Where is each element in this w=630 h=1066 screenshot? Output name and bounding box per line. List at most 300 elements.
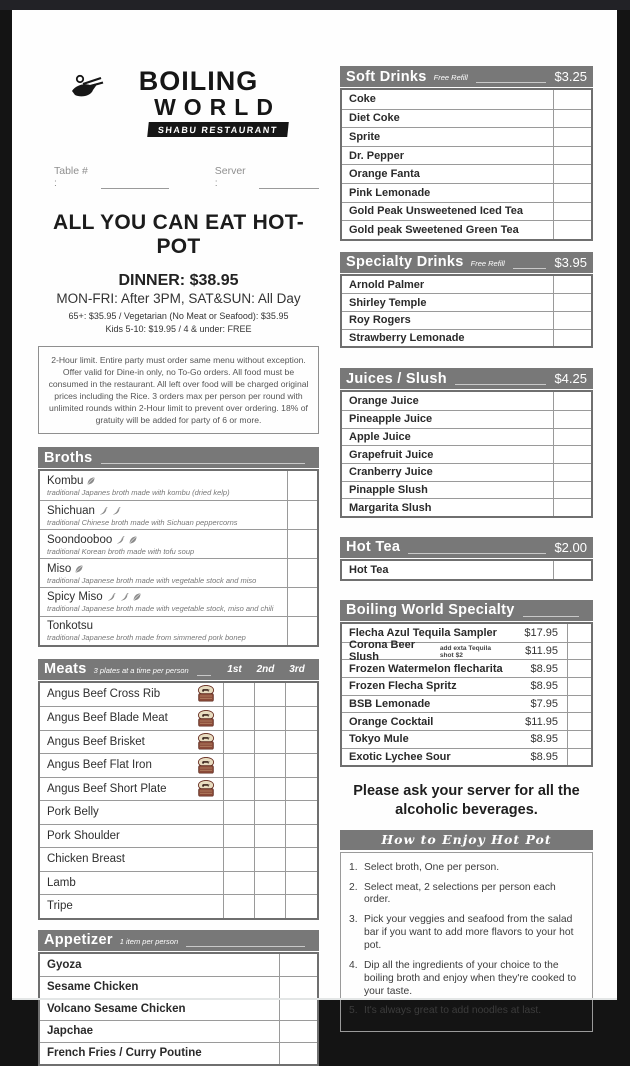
soft-drinks-price: $3.25	[554, 69, 587, 84]
broth-description: traditional Japanese broth made from simmered pork bonep	[47, 633, 246, 643]
bws-item-name	[342, 638, 505, 663]
broth-name-line	[47, 563, 287, 575]
broth-info	[40, 530, 287, 558]
chili-icon	[115, 535, 125, 545]
bws-item-name	[342, 731, 505, 748]
broth-name-line	[47, 591, 287, 603]
order-checkbox-cell	[279, 999, 317, 1020]
order-checkbox-cell	[553, 411, 591, 428]
broth-name-line	[47, 475, 287, 487]
order-tick-cell	[285, 895, 317, 918]
meat-name-cell	[40, 848, 223, 871]
meat-name-cell	[40, 801, 223, 824]
order-checkbox-cell	[553, 221, 591, 239]
juice-slush-row	[342, 428, 591, 446]
juice-slush-row	[342, 498, 591, 516]
hot-tea-table	[340, 559, 593, 581]
header-rule	[476, 82, 547, 83]
step-text: Select meat, 2 selections per person each order.	[364, 881, 556, 906]
alcohol-server-note: Please ask your server for all the alcoholic beverages.	[353, 783, 580, 818]
left-column	[38, 10, 319, 1066]
broth-name: Spicy Miso	[47, 591, 103, 604]
order-tick-cell	[223, 731, 254, 754]
meat-row	[40, 871, 317, 895]
order-checkbox-cell	[287, 530, 317, 558]
drink-name: Shirley Temple	[349, 296, 427, 309]
order-checkbox-cell	[567, 678, 591, 695]
meat-name: Angus Beef Flat Iron	[47, 759, 152, 772]
order-tick-cell	[223, 778, 254, 801]
soft-drink-row	[342, 109, 591, 128]
order-checkbox-cell	[553, 446, 591, 463]
bws-item-name	[342, 713, 505, 730]
specialty-drink-row	[342, 311, 591, 329]
order-tick-cell	[254, 754, 285, 777]
soft-drink-row	[342, 220, 591, 239]
order-checkbox-cell	[553, 90, 591, 109]
how-to-step	[349, 1005, 584, 1018]
right-column	[340, 10, 593, 1032]
bws-name-text: Frozen Flecha Spritz	[349, 680, 457, 693]
broth-description: traditional Chinese broth made with Sichuan peppercorns	[47, 517, 238, 527]
senior-vegetarian-price: 65+: $35.95 / Vegetarian (No Meat or Seafood): $35.95	[68, 311, 289, 322]
broths-title: Broths	[44, 449, 93, 466]
broths-table	[38, 469, 319, 646]
order-tick-cell	[223, 872, 254, 895]
order-checkbox-cell	[553, 429, 591, 446]
broth-row	[40, 471, 317, 500]
order-tick-cell	[285, 778, 317, 801]
order-tick-cell	[285, 683, 317, 707]
bws-title: Boiling World Specialty	[346, 602, 515, 619]
broth-description: traditional Japanese broth made with vegetable stock and miso	[47, 575, 257, 585]
order-tick-cell	[285, 872, 317, 895]
order-tick-cell	[254, 825, 285, 848]
broth-description: traditional Korean broth made with tofu soup	[47, 546, 195, 556]
order-tick-cell	[223, 825, 254, 848]
meat-name-cell	[40, 683, 223, 707]
table-server-line	[38, 165, 319, 189]
meats-col-1st: 1st	[227, 663, 242, 675]
hot-tea-price: $2.00	[554, 539, 587, 555]
meats-col-2nd: 2nd	[256, 663, 275, 675]
bws-name-text: Frozen Watermelon flecharita	[349, 662, 503, 675]
bws-row	[342, 695, 591, 713]
angus-beef-badge-icon	[197, 710, 215, 732]
meat-name-cell	[40, 731, 223, 754]
appetizer-row	[40, 1020, 317, 1042]
order-checkbox-cell	[287, 588, 317, 616]
soft-drink-row	[342, 183, 591, 202]
step-text: Pick your veggies and seafood from the salad bar if you want to add more flavors to your hot pot.	[364, 914, 574, 951]
order-tick-cell	[223, 754, 254, 777]
order-tick-cell	[285, 848, 317, 871]
meats-title: Meats	[44, 661, 87, 678]
broth-info	[40, 559, 287, 587]
order-checkbox-cell	[567, 624, 591, 642]
order-checkbox-cell	[287, 617, 317, 645]
order-checkbox-cell	[553, 203, 591, 221]
bws-row	[342, 730, 591, 748]
juices-price: $4.25	[554, 371, 587, 387]
drink-name: Sprite	[349, 130, 381, 143]
policy-notice: 2-Hour limit. Entire party must order same menu without exception. Offer valid for Dine-in only, no To-Go orders. All food must be consumed in the restaurant. All left over food will be charged original prices including the Rice. 3 orders max per person per round with unlimited rounds within 2-Hour limit to prevent over ordering. 18% of gratuity will be added for party of 6 or more.	[38, 346, 319, 434]
logo-line1: BOILING	[138, 66, 259, 96]
how-to-step	[349, 882, 584, 908]
appetizer-title: Appetizer	[44, 932, 113, 949]
meat-row	[40, 730, 317, 754]
bws-name-text: Exotic Lychee Sour	[349, 751, 451, 764]
chili-icon	[119, 592, 129, 602]
photo-top-edge	[0, 0, 630, 10]
drink-name: Strawberry Lemonade	[349, 331, 465, 344]
leaf-icon	[128, 535, 138, 545]
meat-name-cell	[40, 778, 223, 801]
bws-item-price: $7.95	[530, 698, 558, 711]
drink-name: Margarita Slush	[349, 501, 432, 514]
specialty-drink-row	[342, 293, 591, 311]
leaf-icon	[86, 476, 96, 486]
broth-info	[40, 588, 287, 616]
broth-row	[40, 587, 317, 616]
specialty-drink-row	[342, 276, 591, 294]
order-tick-cell	[285, 731, 317, 754]
juice-slush-row	[342, 392, 591, 410]
drink-name: Roy Rogers	[349, 314, 411, 327]
order-checkbox-cell	[287, 501, 317, 529]
appetizer-row	[40, 954, 317, 976]
appetizer-subtitle: 1 item per person	[119, 936, 179, 946]
bws-item-price: $11.95	[525, 644, 558, 657]
soft-drinks-title: Soft Drinks	[346, 68, 427, 85]
boiling-pot-logo-icon	[70, 74, 106, 113]
bws-row	[342, 659, 591, 677]
meat-name: Lamb	[47, 876, 76, 889]
appetizer-table	[38, 952, 319, 1066]
chili-icon	[106, 592, 116, 602]
bws-item-price: $8.95	[530, 751, 558, 764]
order-tick-cell	[285, 707, 317, 730]
order-checkbox-cell	[553, 561, 591, 579]
bws-item-note: add exta Tequila shot $2	[439, 644, 492, 659]
order-tick-cell	[254, 801, 285, 824]
order-checkbox-cell	[567, 731, 591, 748]
broth-name-line	[47, 534, 287, 546]
juice-slush-row	[342, 481, 591, 499]
drink-name: Cranberry Juice	[349, 466, 433, 479]
order-checkbox-cell	[567, 713, 591, 730]
bws-name-text: Tokyo Mule	[349, 733, 409, 746]
soft-drinks-header	[340, 66, 593, 87]
drink-name: Pineapple Juice	[349, 413, 433, 426]
order-checkbox-cell	[553, 294, 591, 311]
order-checkbox-cell	[553, 392, 591, 410]
broth-name-line	[47, 505, 287, 517]
drink-name: Orange Fanta	[349, 168, 420, 181]
header-rule	[513, 268, 547, 269]
drink-name: Orange Juice	[349, 394, 419, 407]
kids-price: Kids 5-10: $19.95 / 4 & under: FREE	[105, 324, 252, 335]
meat-row	[40, 753, 317, 777]
order-tick-cell	[223, 683, 254, 707]
drink-name: Gold peak Sweetened Green Tea	[349, 223, 519, 236]
order-tick-cell	[254, 731, 285, 754]
step-number: 4.	[349, 959, 358, 971]
specialty-drinks-price: $3.95	[554, 254, 587, 270]
meat-name-cell	[40, 825, 223, 848]
specialty-drink-row	[342, 329, 591, 347]
angus-beef-badge-icon	[197, 685, 215, 707]
how-to-step	[349, 862, 584, 875]
appetizer-name: French Fries / Curry Poutine	[47, 1047, 202, 1060]
drink-name: Grapefruit Juice	[349, 448, 434, 461]
meat-name-cell	[40, 707, 223, 730]
meat-name: Angus Beef Cross Rib	[47, 688, 161, 701]
broth-row	[40, 558, 317, 587]
restaurant-logo	[38, 68, 319, 137]
drink-name: Apple Juice	[349, 430, 411, 443]
order-checkbox-cell	[553, 147, 591, 165]
soft-drink-row	[342, 90, 591, 109]
order-checkbox-cell	[279, 954, 317, 976]
server-label: Server :	[214, 165, 246, 190]
step-text: Dip all the ingredients of your choice to the boiling broth and enjoy when they're cooked to your taste.	[364, 959, 577, 997]
broth-name: Shichuan	[47, 504, 95, 517]
order-checkbox-cell	[567, 749, 591, 766]
bws-item-name	[342, 749, 505, 766]
bws-name-text: Corona Beer Slush	[349, 638, 416, 663]
drink-name: Hot Tea	[349, 563, 389, 576]
meat-name: Pork Shoulder	[47, 829, 120, 842]
hot-tea-title: Hot Tea	[346, 539, 401, 556]
order-tick-cell	[254, 872, 285, 895]
meat-row	[40, 894, 317, 918]
order-checkbox-cell	[553, 482, 591, 499]
order-checkbox-cell	[553, 464, 591, 481]
juices-header	[340, 368, 593, 389]
juices-title: Juices / Slush	[346, 370, 447, 387]
meat-name: Angus Beef Blade Meat	[47, 712, 168, 725]
meat-name: Chicken Breast	[47, 853, 125, 866]
dinner-hours: MON-FRI: After 3PM, SAT&SUN: All Day	[56, 291, 301, 307]
step-number: 5.	[349, 1005, 358, 1017]
server-blank	[259, 178, 319, 189]
order-tick-cell	[223, 848, 254, 871]
bws-name-text: Orange Cocktail	[349, 715, 434, 728]
specialty-drinks-title: Specialty Drinks	[346, 254, 464, 271]
logo-line2: WORLD	[154, 94, 281, 120]
bws-header	[340, 600, 593, 621]
dinner-price: DINNER: $38.95	[118, 272, 239, 290]
order-checkbox-cell	[287, 559, 317, 587]
bws-row	[342, 638, 591, 663]
leaf-icon	[132, 592, 142, 602]
drink-name: Gold Peak Unsweetened Iced Tea	[349, 205, 524, 218]
specialty-drinks-subtitle: Free Refill	[470, 258, 505, 268]
order-tick-cell	[223, 707, 254, 730]
step-number: 2.	[349, 881, 358, 893]
meats-col-3rd: 3rd	[289, 663, 305, 675]
header-rule	[408, 553, 546, 554]
soft-drinks-subtitle: Free Refill	[433, 73, 468, 82]
order-checkbox-cell	[279, 1043, 317, 1064]
juice-slush-row	[342, 445, 591, 463]
step-number: 1.	[349, 861, 358, 873]
bws-item-name	[342, 696, 505, 713]
header-rule	[186, 946, 305, 947]
leaf-icon	[74, 564, 84, 574]
angus-beef-badge-icon	[197, 733, 215, 755]
bws-item-price: $11.95	[525, 715, 558, 728]
drink-name: Dr. Pepper	[349, 149, 405, 162]
broth-name: Tonkotsu	[47, 620, 94, 633]
order-checkbox-cell	[553, 312, 591, 329]
drink-name: Pink Lemonade	[349, 186, 431, 199]
order-checkbox-cell	[287, 471, 317, 500]
order-checkbox-cell	[567, 660, 591, 677]
chili-icon	[111, 506, 121, 516]
order-checkbox-cell	[553, 276, 591, 294]
how-to-title: How to Enjoy Hot Pot	[381, 832, 552, 848]
order-checkbox-cell	[553, 110, 591, 128]
order-tick-cell	[285, 754, 317, 777]
order-checkbox-cell	[553, 184, 591, 202]
order-tick-cell	[285, 801, 317, 824]
soft-drink-row	[342, 127, 591, 146]
step-text: It's always great to add noodles at last.	[364, 1005, 542, 1017]
header-rule	[101, 463, 305, 464]
meat-name: Angus Beef Brisket	[47, 735, 145, 748]
chili-icon	[98, 506, 108, 516]
broth-row	[40, 500, 317, 529]
table-number-blank	[101, 178, 168, 189]
appetizer-header	[38, 930, 319, 951]
bws-table	[340, 622, 593, 768]
juices-table	[340, 390, 593, 518]
soft-drink-row	[342, 202, 591, 221]
bws-item-price: $8.95	[530, 680, 558, 693]
broth-info	[40, 471, 287, 500]
menu-page	[12, 10, 617, 1060]
order-tick-cell	[223, 801, 254, 824]
bws-item-price: $8.95	[530, 733, 558, 746]
order-checkbox-cell	[279, 1021, 317, 1042]
logo-banner: SHABU RESTAURANT	[147, 122, 288, 137]
appetizer-name: Japchae	[47, 1025, 94, 1038]
soft-drink-row	[342, 146, 591, 165]
step-text: Select broth, One per person.	[364, 861, 500, 873]
bws-row	[342, 712, 591, 730]
appetizer-row	[40, 976, 317, 998]
how-to-header	[340, 830, 593, 850]
header-rule	[455, 384, 547, 385]
meat-name-cell	[40, 872, 223, 895]
drink-name: Diet Coke	[349, 112, 400, 125]
angus-beef-badge-icon	[197, 757, 215, 779]
broth-row	[40, 616, 317, 645]
broth-description: traditional Japanese broth made with vegetable stock, miso and chili	[47, 604, 274, 614]
page-title: ALL YOU CAN EAT HOT-POT	[52, 211, 304, 259]
appetizer-name: Gyoza	[47, 958, 82, 971]
soft-drink-row	[342, 164, 591, 183]
header-rule	[523, 616, 579, 617]
appetizer-name: Sesame Chicken	[47, 981, 139, 994]
meat-row	[40, 847, 317, 871]
meats-table	[38, 681, 319, 920]
drink-name: Coke	[349, 93, 376, 106]
order-tick-cell	[285, 825, 317, 848]
appetizer-name: Volcano Sesame Chicken	[47, 1003, 186, 1016]
broth-name: Miso	[47, 562, 72, 575]
header-rule	[197, 675, 211, 676]
how-to-step	[349, 960, 584, 999]
bws-name-text: Flecha Azul Tequila Sampler	[349, 626, 497, 639]
meat-row	[40, 706, 317, 730]
bws-item-price: $17.95	[524, 626, 558, 639]
bws-item-price: $8.95	[530, 662, 558, 675]
order-tick-cell	[254, 683, 285, 707]
bws-name-text: BSB Lemonade	[349, 698, 431, 711]
meat-name: Tripe	[47, 900, 73, 913]
meat-row	[40, 777, 317, 801]
meat-name-cell	[40, 895, 223, 918]
broths-header	[38, 447, 319, 468]
order-checkbox-cell	[553, 165, 591, 183]
meat-name: Pork Belly	[47, 806, 99, 819]
hot-tea-header	[340, 537, 593, 558]
juice-slush-row	[342, 463, 591, 481]
meats-header	[38, 659, 319, 680]
meat-name-cell	[40, 754, 223, 777]
drink-name: Pinapple Slush	[349, 483, 428, 496]
order-checkbox-cell	[553, 499, 591, 516]
order-checkbox-cell	[553, 330, 591, 347]
order-tick-cell	[223, 895, 254, 918]
broth-name: Soondooboo	[47, 533, 113, 546]
appetizer-row	[40, 1042, 317, 1064]
broth-info	[40, 617, 287, 645]
meat-row	[40, 683, 317, 707]
meat-row	[40, 800, 317, 824]
order-tick-cell	[254, 707, 285, 730]
juice-slush-row	[342, 410, 591, 428]
angus-beef-badge-icon	[197, 780, 215, 802]
specialty-drinks-header	[340, 252, 593, 273]
table-number-label: Table # :	[54, 165, 88, 190]
specialty-drinks-table	[340, 274, 593, 348]
order-checkbox-cell	[567, 643, 591, 660]
order-checkbox-cell	[279, 977, 317, 998]
meats-subtitle: 3 plates at a time per person	[93, 665, 189, 675]
hot-tea-row	[342, 561, 591, 579]
bws-item-name	[342, 678, 505, 695]
soft-drinks-table	[340, 88, 593, 241]
how-to-steps	[340, 852, 593, 1033]
broth-info	[40, 501, 287, 529]
order-tick-cell	[254, 848, 285, 871]
bws-item-name	[342, 660, 505, 677]
meat-name: Angus Beef Short Plate	[47, 782, 167, 795]
order-checkbox-cell	[553, 128, 591, 146]
broth-row	[40, 529, 317, 558]
broth-name: Kombu	[47, 474, 84, 487]
step-number: 3.	[349, 914, 358, 926]
broth-description: traditional Japanes broth made with kombu (dried kelp)	[47, 487, 230, 497]
meat-row	[40, 824, 317, 848]
how-to-step	[349, 914, 584, 953]
bws-row	[342, 748, 591, 766]
appetizer-row	[40, 998, 317, 1020]
